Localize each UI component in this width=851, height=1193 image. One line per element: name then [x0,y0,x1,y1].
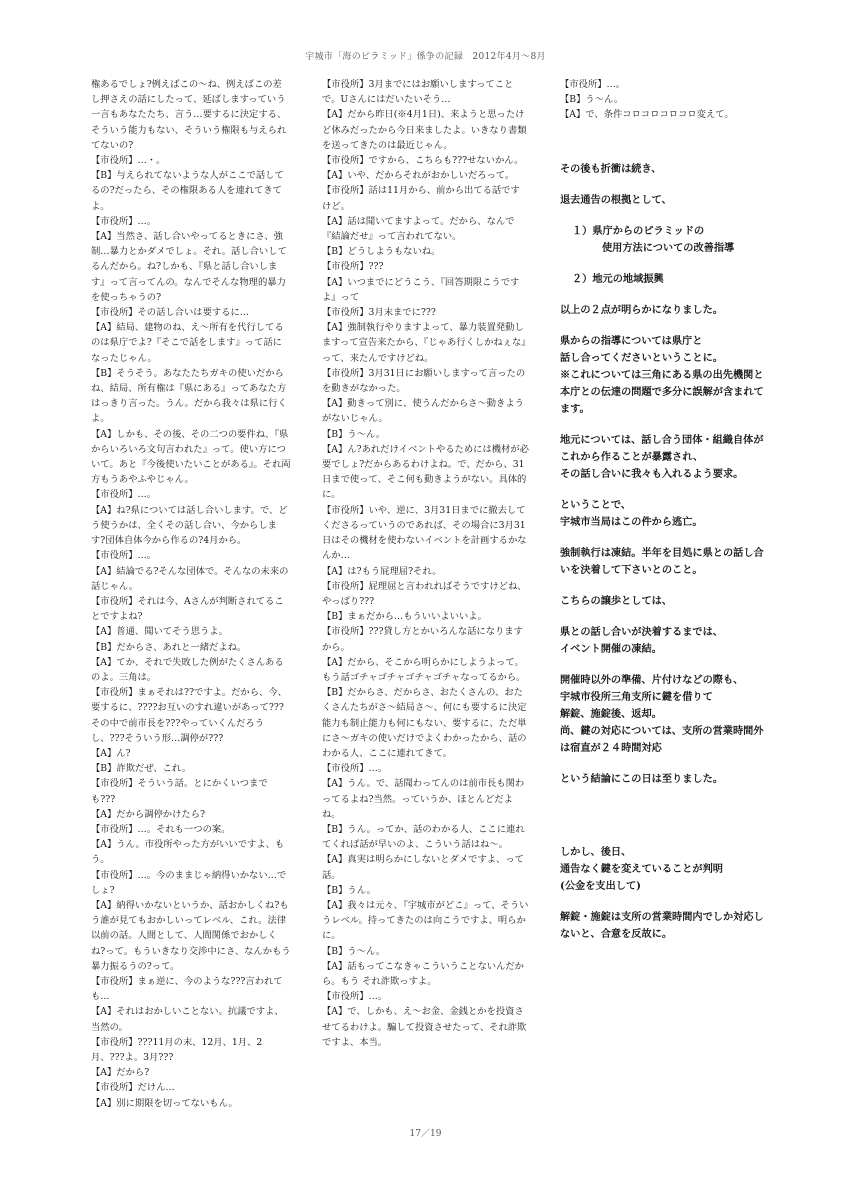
dialogue-line: 【市役所】3月末までに??? [322,307,436,319]
dialogue-line: 【市役所】その話し合いは要するに… [91,307,250,319]
dialogue-line: 【B】どうしようもないね。 [322,246,441,258]
dialogue-line: 【A】強制執行やりますよって、暴力装置発動しますって宣告来たから、『じゃあ行くしかねぇな』って、来たんですけどね。 [322,322,526,364]
dialogue-line: 【市役所】そういう話。とにかくいつまでも??? [91,778,268,805]
dialogue-line: 【市役所】…。 [91,550,157,562]
dialogue-line: 【市役所】まぁそれは??ですよ。だから、今、要するに、????お互いのすれ違いがあって???その中で前市長を???やっていくんだろうし、???そういう形…調停が??? [91,687,287,744]
dialogue-line: 【A】で、しかも、え〜お金、金銭とかを投資させてるわけよ。騙して投資させたって、それ詐欺ですよ、本当。 [322,1006,527,1048]
summary-paragraph: 解錠・施錠は支所の営業時間内でしか対応しないと、合意を反故に。 [560,910,764,940]
dialogue-line: 【市役所】…。 [91,489,157,501]
dialogue-line: 【市役所】…。 [560,79,626,90]
summary-paragraph: 県との話し合いが決着するまでは、 イベント開催の凍結。 [560,625,723,655]
running-header: 宇城市「海のピラミッド」係争の記録 2012年4月〜8月 [305,52,546,62]
dialogue-line: 【A】は?もう屁理屈?それ。 [322,565,442,577]
dialogue-line: 権あるでしょ?例えばこの〜ね、例えばこの差し押さえの話にしたって、延ばしますっていう一言もあなたたち、言う…要するに決定する、そういう能力もない、そういう権限も与えられてないの? [91,79,287,151]
dialogue-line: 【市役所】…。それも一つの案。 [91,823,231,835]
dialogue-line: 【市役所】まぁ逆に、今のような???言われても… [91,975,283,1003]
dialogue-line: 【A】話もってこなきゃこういうことないんだから。もう それ詐欺っすよ。 [322,960,524,987]
summary-column [560,77,772,943]
dialogue-line: 【A】だから? [91,1067,150,1079]
summary-notes [560,161,772,943]
dialogue-line: 【A】結局、建物のね、え〜所有を代行してるのは県庁でよ?『そこで話をします』って話になったじゃん。 [91,322,284,364]
dialogue-line: 【A】当然さ、話し合いやってるときにさ、強制…暴力とかダメでしょ。それ。話し合いしてるんだから。ね?しかも、『県と話し合いします』って言ってんの。なんでそんな物理的暴力を使っちゃうの? [91,231,287,303]
dialogue-line: 【B】うん。ってか、話のわかる人、ここに連れてくれば話が早いのよ、こういう話はね〜。 [322,823,525,851]
summary-paragraph: しかし、後日、 通告なく鍵を変えていることが判明 (公金を支出して) [560,845,723,892]
dialogue-line: 【A】我々は元々、『宇城市がどこ』って、そういうレベル。持ってきたのは向こうですよ、明らかに。 [322,899,529,942]
dialogue-line: 【A】いや、だからそれがおかしいだろって。 [322,170,515,182]
summary-line: 以上の２点が明らかになりました。 [560,303,723,316]
summary-line: 退去通告の根拠として、 [560,193,672,206]
dialogue-line: 【B】うん。 [322,884,376,896]
dialogue-line: 【A】で、条件コロコロコロコロ変えて。 [560,109,734,121]
dialogue-line: 【B】う〜ん。 [560,94,624,106]
transcript-column-2 [322,77,529,1050]
dialogue-line: 【A】それはおかしいことない。抗議ですよ、当然の。 [91,1006,284,1033]
dialogue-line: 【B】う〜ん。 [322,428,386,440]
page-number: 17／19 [409,1129,442,1139]
dialogue-line: 【A】納得いかないというか、話おかしくね?もう誰が見てもおかしいってレベル、これ。法律以前の話。人間として、人間関係でおかしくね?って。もういきなり交渉中にさ、なんかもう暴力振るうの?って。 [91,899,291,972]
summary-paragraph: という結論にこの日は至りました。 [560,772,723,785]
dialogue-line: 【A】うん。市役所やった方がいいですよ、もう。 [91,839,285,866]
dialogue-line: 【A】別に期限を切ってないもん。 [91,1097,238,1109]
dialogue-line: 【B】与えられてないような人がここで話してるの?だったら、その権限ある人を連れてきてよ。 [91,170,284,212]
summary-paragraph: 地元については、話し合う団体・組織自体がこれから作ることが暴露され、 その話し合いに我々も入れるよう要求。 [560,433,764,480]
dialogue-line: 【市役所】…・。 [91,155,166,167]
dialogue-line: 【市役所】??? [322,261,384,273]
dialogue-line: 【市役所】いや、逆に、3月31日までに撤去してくださるっていうのであれば、その場合に3月31日はその機材を使わないイベントを計画するかなんか… [322,504,527,562]
dialogue-line: 【A】だから昨日(※4月1日)、来ようと思ったけど休みだったから今日来ましたよ。いきなり書類を送ってきたのは最近じゃん。 [322,109,527,151]
summary-item-2: ２）地元の地域振興 [572,272,664,285]
dialogue-line: 【市役所】???11月の末、12月、1月、2月、???よ。3月??? [91,1036,263,1063]
summary-paragraph: 開催時以外の準備、片付けなどの際も、 宇城市役所三角支所に鍵を借りて 解錠、施錠後、返却。 尚、鍵の対応については、支所の営業時間外は宿直が２４時間対応 [560,673,764,754]
dialogue-line: 【A】ん? [91,747,131,759]
dialogue-line: 【A】動きって別に、使うんだからさ〜動きようがないじゃん。 [322,398,524,425]
dialogue-line: 【A】真実は明らかにしないとダメですよ、って話。 [322,854,524,881]
dialogue-line: 【市役所】…。 [322,991,388,1003]
dialogue-line: 【B】う〜ん。 [322,945,386,957]
dialogue-line: 【B】だからさ、あれと一緒だよね。 [91,641,247,653]
dialogue-line: 【市役所】…。 [91,215,157,227]
dialogue-line: 【A】うん。で、話聞わってんのは前市長も関わってるよね?当然。っていうか、ほとんどだよね。 [322,778,525,820]
dialogue-line: 【B】そうそう。あなたたちガキの使いだからね、結局、所有権は『県にある』ってあなた方はっきり言った。うん。だから我々は県に行くよ。 [91,367,287,425]
dialogue-line: 【A】ね?県については話し合いします。で、どう使うかは、全くその話し合い、今からします?団体自体今から作るの?4月から。 [91,504,288,547]
dialogue-line: 【A】てか、それで失敗した例がたくさんあるのよ。三角は。 [91,656,284,683]
dialogue-line: 【市役所】ですから、こちらも???せないかん。 [322,155,524,167]
summary-item-1: １）県庁からのピラミッドの [572,224,705,237]
dialogue-line: 【市役所】3月31日にお願いしますって言ったのを動きがなかった。 [322,367,526,395]
dialogue-line: 【A】だから調停かけたら? [91,808,205,820]
dialogue-line: 【市役所】それは今、Aさんが判断されてることですよね? [91,595,284,623]
dialogue-line: 【A】結論でる?そんな団体で。そんなの未来の話じゃん。 [91,565,289,592]
dialogue-line: 【市役所】…。 [322,763,388,775]
dialogue-line: 【A】いつまでにどうこう、『回答期限こうですよ』って [322,276,520,303]
dialogue-line: 【A】話は聞いてますよって。だから、なんで『結論だせ』って言われてない。 [322,215,515,243]
dialogue-line: 【A】だから、そこから明らかにしようよって。もう話ゴチャゴチャゴチャゴチャなってるから。 [322,656,526,683]
dialogue-line: 【市役所】話は11月から、前から出てる話ですけど。 [322,185,520,212]
summary-item-1-cont: 使用方法についての改善指導 [602,241,735,254]
dialogue-line: 【B】まぁだから…もういいよいいよ。 [322,611,487,623]
dialogue-line: 【B】詐欺だぜ、これ。 [91,763,192,775]
summary-paragraph: 県からの指導については県庁と 話し合ってくださいということに。 ※これについては三角にある県の出先機関と本庁との伝達の問題で多分に誤解が含まれてます。 [560,334,764,415]
dialogue-line: 【A】ん?あれだけイベントやるためには機材が必要でしょ?だからあるわけよね。で、だから、31日まで使って、そこ何も動きようがない。具体的に。 [322,443,529,501]
dialogue-line: 【市役所】???貸し方とかいろんな話になりますから。 [322,626,523,653]
dialogue-line: 【市役所】だけん… [91,1082,175,1094]
dialogue-line: 【A】しかも、その後、その二つの要件ね、『県からいろいろ文句言われた』って。使い方について。あと『今後使いたいことがある』。それ両方もうあやふやじゃん。 [91,428,291,486]
dialogue-line: 【市役所】3月までにはお願いしますってことで。Uさんにはだいたいそう… [322,79,514,106]
dialogue-line: 【市役所】屁理屈と言われればそうですけどね、やっぱり??? [322,580,527,607]
transcript-column-3 [560,77,772,123]
summary-line: その後も折衝は続き、 [560,162,662,175]
dialogue-line: 【B】だからさ、だからさ、おたくさんの、おたくさんたちがさ〜結局さ〜、何にも要するに決定能力も制止能力も何にもない、要するに、ただ単にさ〜ガキの使いだけでよくわかったから、話のわかる人、ここに連れてきて。 [322,687,527,759]
transcript-column-1 [91,77,291,1111]
summary-paragraph: こちらの譲歩としては、 [560,594,673,607]
dialogue-line: 【市役所】…。今のままじゃ納得いかない…でしょ? [91,869,287,896]
summary-paragraph: ということで、 宇城市当局はこの件から逃亡。 [560,498,703,528]
dialogue-line: 【A】普通、聞いてそう思うよ。 [91,626,228,638]
summary-paragraph: 強制執行は凍結。半年を目処に県との話し合いを決着して下さいとのこと。 [560,546,764,576]
